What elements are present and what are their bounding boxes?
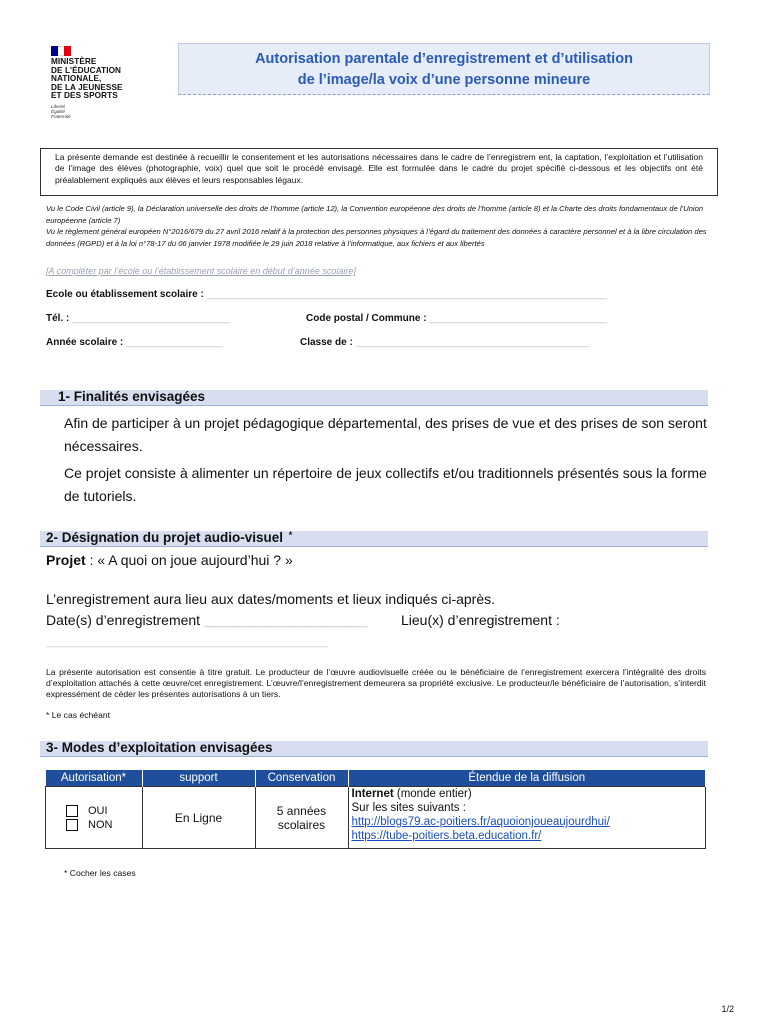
class-blank: ______________________________________________ [355, 337, 589, 348]
legal-ref-civil-code: Vu le Code Civil (article 9), la Déclaration universelle des droits de l’homme (article 12), la Convention européenne des droits de l’homme (article 8) et la Charte des droits fondamentaux de l’Union européenne (article 7) [46, 204, 704, 225]
exploitation-table [45, 770, 706, 849]
location-line: L’enregistrement aura lieu aux dates/moments et lieux indiqués ci-après. [46, 591, 496, 607]
legal-ref-rgpd: Vu le règlement général européen N°2016/679 du 27 avril 2016 relatif à la protection des personnes physiques à l’égard du traitement des données à caractère personnel et à la libre circulation des données (RGPD) et à la loi n°78-17 du 06 janvier 1978 modifiée le 29 juin 2018 relative à l’informatique, aux fichiers et aux libertés [46, 227, 707, 248]
title-line-1: Autorisation parentale d’enregistrement et d’utilisation [255, 51, 633, 67]
school-field[interactable] [46, 289, 607, 300]
school-label: Ecole ou établissement scolaire : [46, 289, 204, 300]
header-diffusion: Étendue de la diffusion [348, 770, 706, 787]
project-value: : « A quoi on joue aujourd’hui ? » [85, 552, 293, 568]
table-row [46, 787, 706, 849]
tel-label: Tél. : [46, 313, 70, 324]
project-line [46, 552, 293, 568]
checkbox-oui[interactable] [66, 804, 142, 818]
diffusion-scope: Internet (monde entier) [351, 788, 472, 800]
checkbox-non-box[interactable] [66, 819, 78, 831]
tel-field[interactable] [46, 313, 229, 324]
intro-box: La présente demande est destinée à recueillir le consentement et les autorisations nécessaires dans le cadre de l’enregistrem ent, la captation, l’exploitation et l’utilisation de l’image des élèves (photographie, voix) quel que soit le procédé envisagé. Elle est formulée dans le cadre du projet spécifié ci-dessous et les objectifs ont été préalablement expliqués aux élèves et leurs responsables légaux. [40, 148, 718, 196]
checkbox-oui-box[interactable] [66, 805, 78, 817]
title-line-2: de l’image/la voix d’une personne mineure [297, 72, 591, 88]
section-3-heading: 3- Modes d’exploitation envisagées [46, 740, 273, 755]
cell-autorisation [46, 787, 143, 849]
legal-references [46, 203, 718, 249]
fill-instruction: [A compléter par l’école ou l’établissement scolaire en début d’année scolaire] [46, 266, 356, 276]
checkbox-non[interactable] [66, 818, 142, 832]
places-label: Lieu(x) d’enregistrement : [401, 612, 560, 628]
tel-blank: _______________________________ [72, 313, 230, 324]
postal-label: Code postal / Commune : [306, 313, 427, 324]
link-blog[interactable]: http://blogs79.ac-poitiers.fr/aquoionjoueaujourdhui/ [351, 816, 610, 828]
postal-blank: ___________________________________ [429, 313, 607, 324]
dates-label: Date(s) d’enregistrement [46, 612, 201, 628]
year-blank: ___________________ [126, 337, 223, 348]
checkbox-non-label: NON [88, 818, 113, 831]
section-1-paragraph-2: Ce projet consiste à alimenter un répertoire de jeux collectifs et/ou traditionnels présentés sous la forme de tutoriels. [64, 465, 707, 504]
republic-motto: Liberté Égalité Fraternité [51, 103, 71, 119]
ministry-logo [51, 46, 141, 119]
page-number: 1/2 [721, 1004, 734, 1014]
year-field[interactable] [46, 337, 222, 348]
section-1-paragraph-1: Afin de participer à un projet pédagogique départemental, des prises de vue et des prises de son seront nécessaires. [64, 415, 707, 454]
school-blank: _______________________________________________________________________________ [206, 289, 607, 300]
cell-conservation: 5 années scolaires [255, 787, 348, 849]
places-blank[interactable]: __________________________________________________ [46, 636, 327, 648]
section-2-asterisk: * [288, 530, 293, 540]
section-3-footnote: * Cocher les cases [64, 868, 136, 878]
diffusion-sites-label: Sur les sites suivants : [351, 802, 466, 814]
class-label: Classe de : [300, 337, 353, 348]
ministry-name: MINISTÈRE DE L'ÉDUCATION NATIONALE, DE LA JEUNESSE ET DES SPORTS [51, 57, 123, 101]
cell-diffusion [348, 787, 706, 849]
class-field[interactable] [300, 337, 588, 348]
year-label: Année scolaire : [46, 337, 124, 348]
link-tube[interactable]: https://tube-poitiers.beta.education.fr/ [351, 830, 542, 842]
document-title [178, 43, 710, 95]
dates-field[interactable] [46, 612, 367, 628]
section-1-heading: 1- Finalités envisagées [58, 389, 206, 404]
dates-blank: _____________________________ [203, 616, 367, 628]
cell-support: En Ligne [142, 787, 255, 849]
postal-field[interactable] [306, 313, 607, 324]
french-flag-icon [51, 46, 71, 56]
places-field[interactable] [401, 612, 560, 628]
checkbox-oui-label: OUI [88, 804, 108, 817]
table-header-row [46, 770, 706, 787]
header-autorisation: Autorisation* [46, 770, 143, 787]
project-label: Projet [46, 552, 86, 568]
header-conservation: Conservation [255, 770, 348, 787]
section-2-footnote: * Le cas échéant [46, 710, 111, 720]
free-rights-paragraph: La présente autorisation est consentie à titre gratuit. Le producteur de l’œuvre audiovisuelle créée ou le bénéficiaire de l’enregistrement exercera l’intégralité des droits d’exploitation attachés à cette œuvre/cet enregistrement. L’œuvre/l’enregistrement demeurera sa propriété exclusive. Le producteur/le bénéficiaire de l’autorisation, s’interdit expressément de céder les présentes autorisations à un tiers. [46, 667, 706, 700]
header-support: support [142, 770, 255, 787]
section-2-heading: 2- Désignation du projet audio-visuel * [46, 530, 293, 545]
